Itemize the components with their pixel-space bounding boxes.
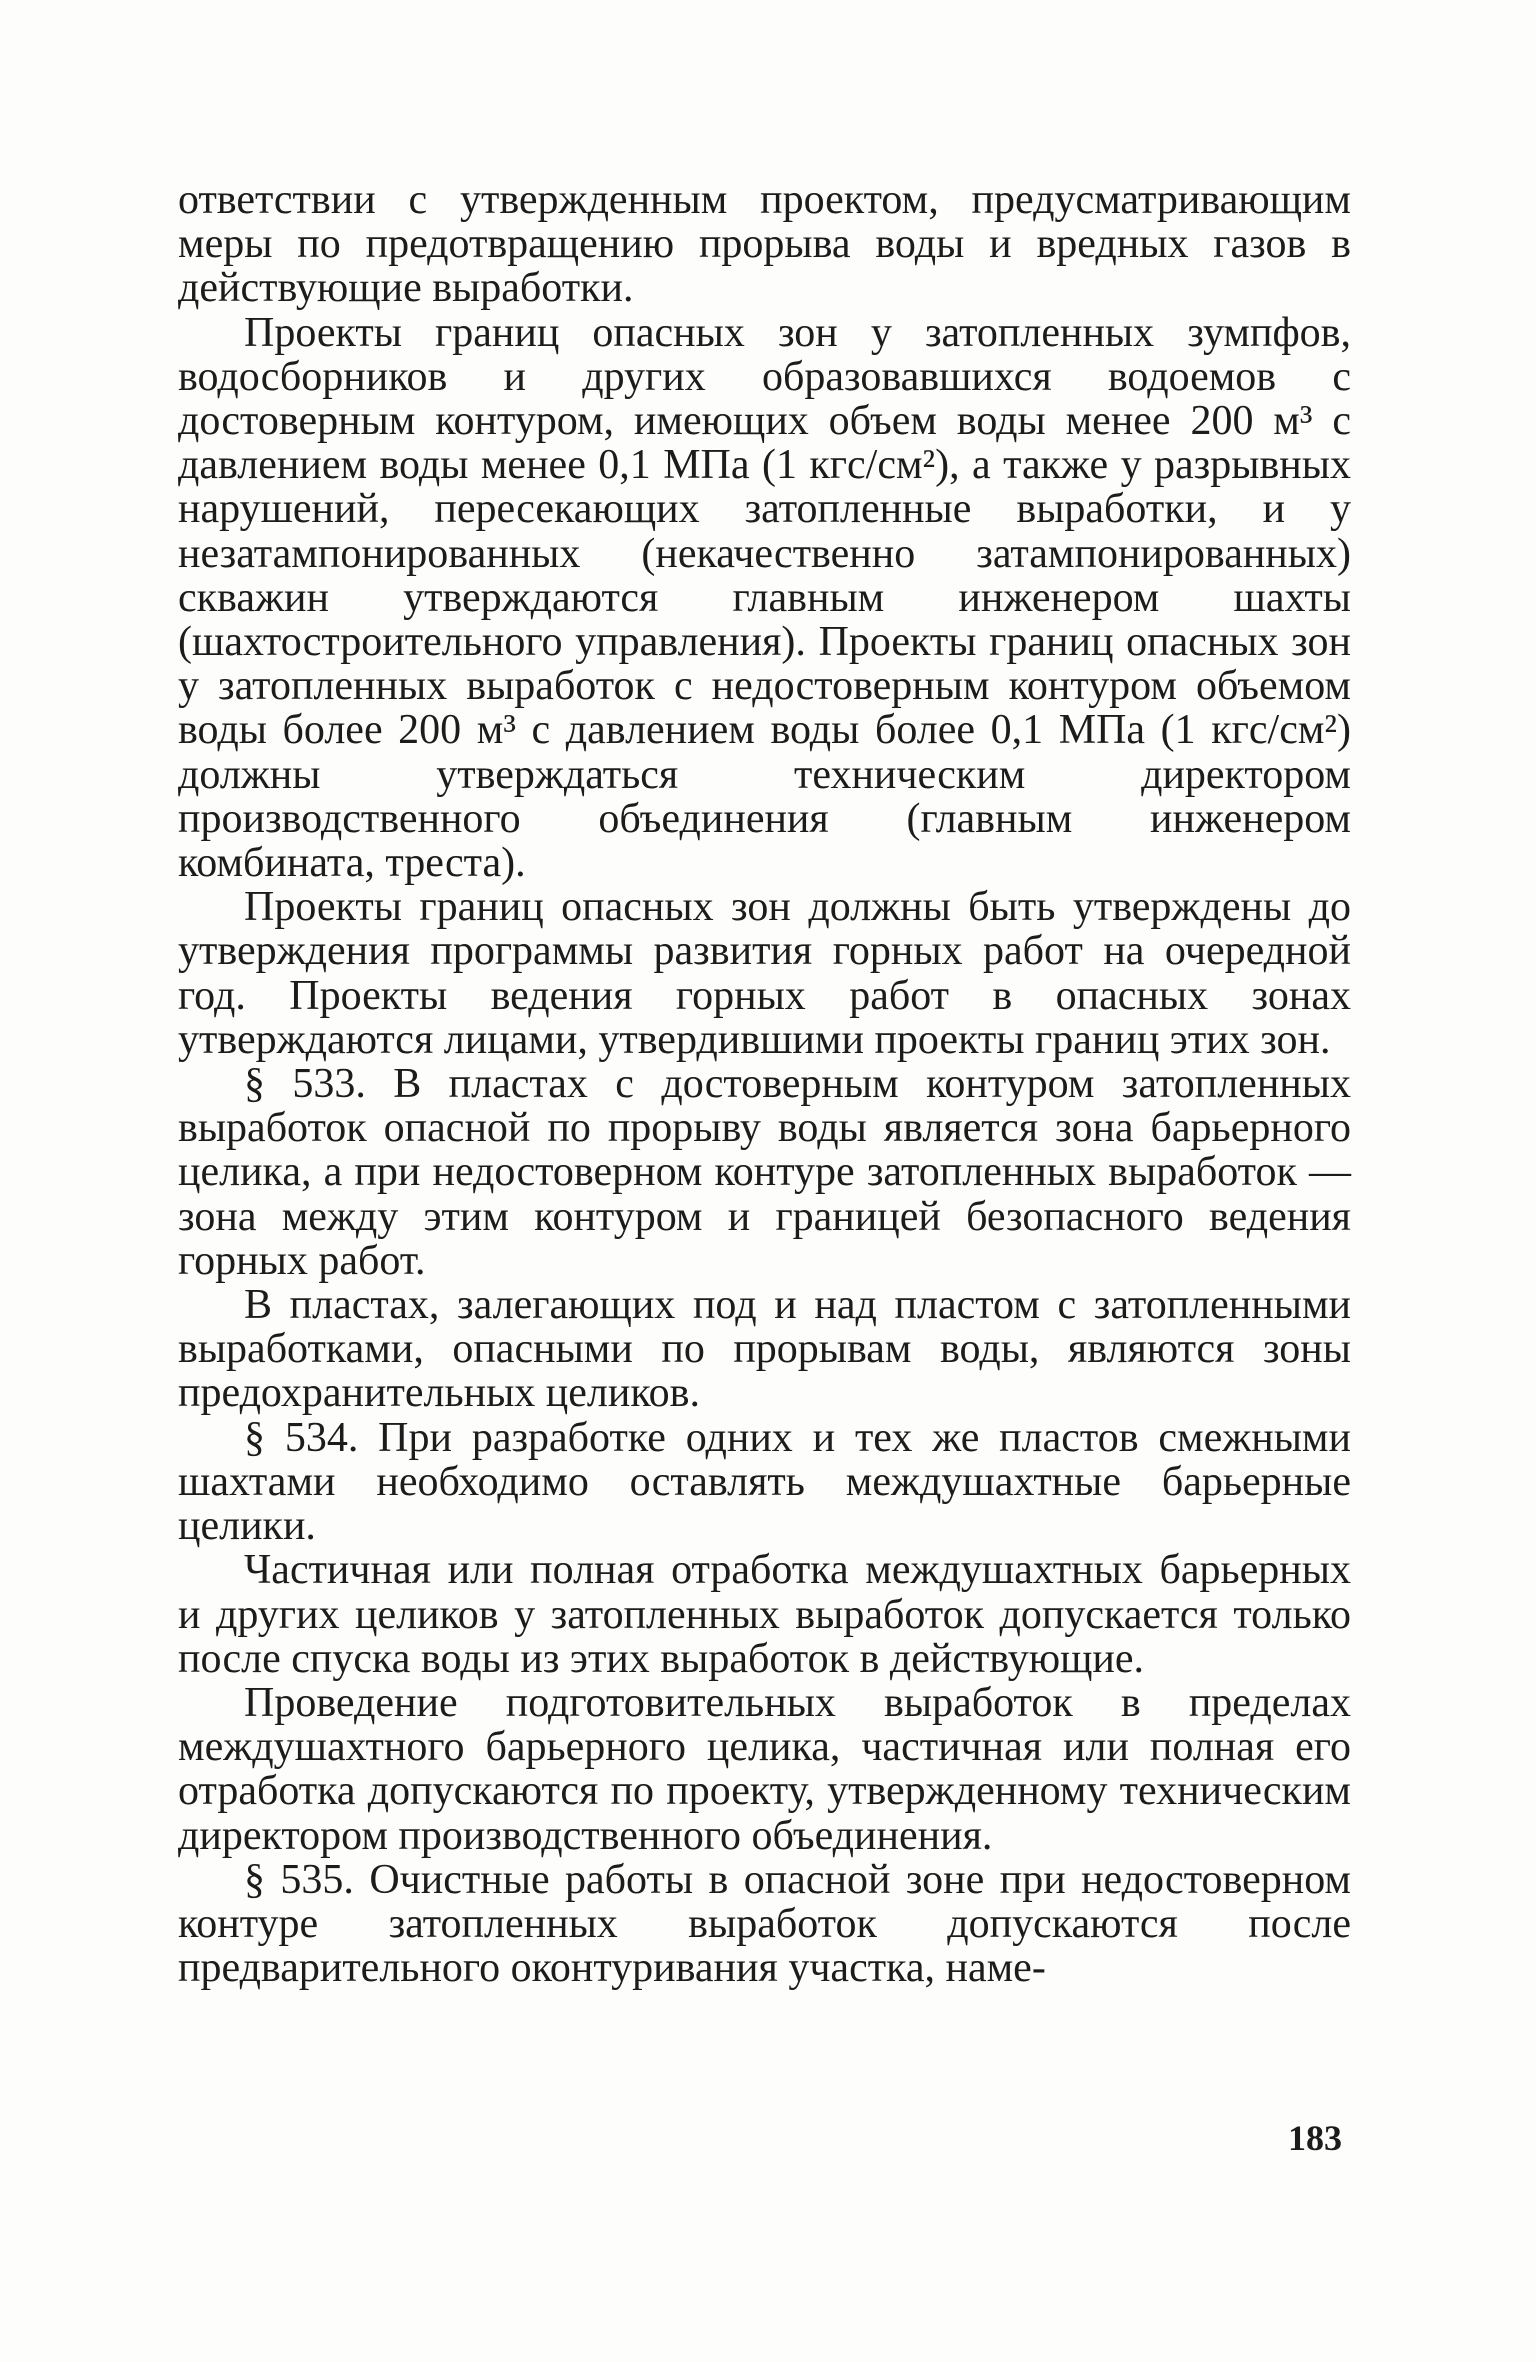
paragraph-continuation: ответствии с утвержденным проектом, предусматривающим меры по предотвращению прорыва воды и вредных газов в действующие выработки. <box>178 177 1351 312</box>
page-text <box>178 178 1351 1990</box>
paragraph-development-workings: Проведение подготовительных выработок в пределах междушахтного барьерного целика, частичная или полная его отработка допускаются по проекту, утвержденному техническим директором производственного объединения. <box>178 1679 1351 1859</box>
paragraph-hazard-zone-projects: Проекты границ опасных зон у затопленных зумпфов, водосборников и других образовавшихся водоемов с достоверным контуром, имеющих объем воды менее 200 м³ с давлением воды менее 0,1 МПа (1 кгс/см²), а также у разрывных нарушений, пересекающих затопленные выработки, и у незатампонированных (некачественно затампонированных) скважин утверждаются главным инженером шахты (шахтостроительного управления). Проекты границ опасных зон у затопленных выработок с недостоверным контуром объемом воды более 200 м³ с давлением воды более 0,1 МПа (1 кгс/см²) должны утверждаться техническим директором производственного объединения (главным инженером комбината, треста). <box>178 309 1351 887</box>
page-number: 183 <box>1288 2118 1342 2158</box>
paragraph-section-534: § 534. При разработке одних и тех же пластов смежными шахтами необходимо оставлять междушахтные барьерные целики. <box>178 1414 1351 1550</box>
paragraph-section-535: § 535. Очистные работы в опасной зоне при недостоверном контуре затопленных выработок допускаются после предварительного оконтуривания участка, наме- <box>178 1856 1351 1992</box>
paragraph-section-533: § 533. В пластах с достоверным контуром затопленных выработок опасной по прорыву воды является зона барьерного целика, а при недостоверном контуре затопленных выработок — зона между этим контуром и границей безопасного ведения горных работ. <box>178 1061 1351 1284</box>
paragraph-adjacent-seams: В пластах, залегающих под и над пластом с затопленными выработками, опасными по прорывам воды, являются зоны предохранительных целиков. <box>178 1282 1351 1417</box>
paragraph-pillar-extraction: Частичная или полная отработка междушахтных барьерных и других целиков у затопленных выработок допускается только после спуска воды из этих выработок в действующие. <box>178 1547 1351 1682</box>
paragraph-approval-deadline: Проекты границ опасных зон должны быть утверждены до утверждения программы развития горных работ на очередной год. Проекты ведения горных работ в опасных зонах утверждаются лицами, утвердившими проекты границ этих зон. <box>178 884 1351 1063</box>
